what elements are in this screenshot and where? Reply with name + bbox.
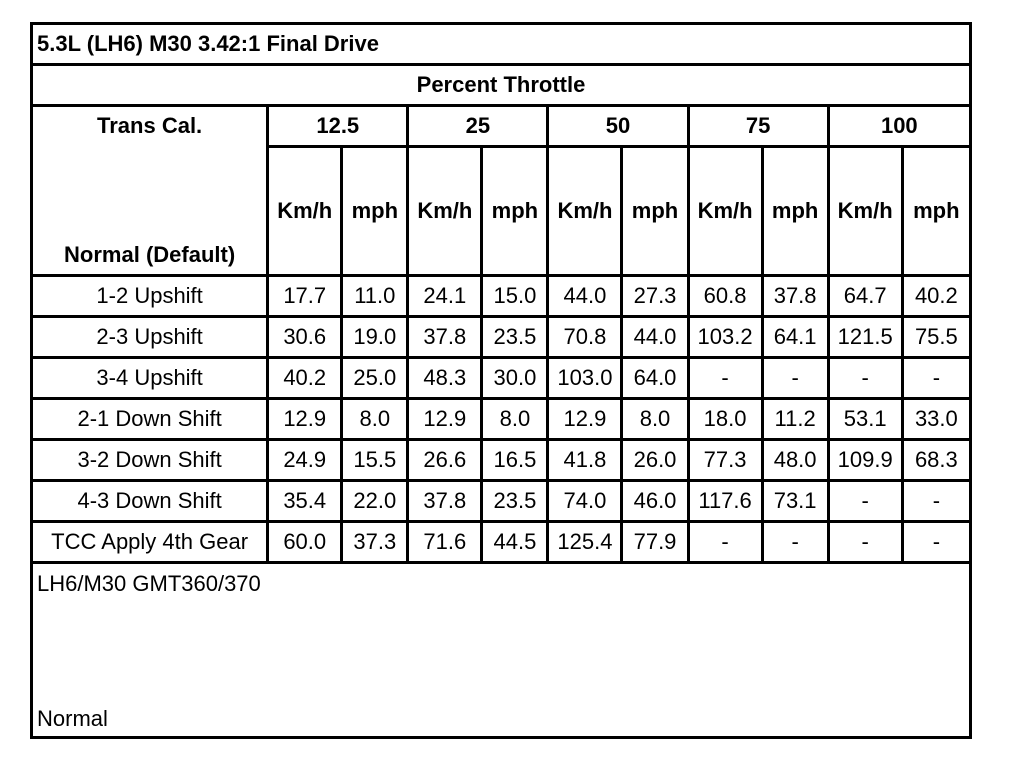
unit-header: Km/h — [688, 147, 762, 276]
table-cell: - — [762, 358, 828, 399]
table-row — [32, 440, 971, 481]
table-row — [32, 399, 971, 440]
table-cell: 64.1 — [762, 317, 828, 358]
table-cell: 23.5 — [482, 481, 548, 522]
table-row — [32, 481, 971, 522]
unit-header: Km/h — [268, 147, 342, 276]
table-cell: 17.7 — [268, 276, 342, 317]
unit-header: mph — [342, 147, 408, 276]
table-cell: 37.3 — [342, 522, 408, 563]
table-row — [32, 358, 971, 399]
unit-header: Km/h — [408, 147, 482, 276]
trans-cal-header — [32, 106, 268, 276]
table-cell: 48.0 — [762, 440, 828, 481]
calibration-name: Normal (Default) — [64, 242, 236, 267]
table-cell: - — [902, 481, 970, 522]
table-cell: 41.8 — [548, 440, 622, 481]
footer-model: LH6/M30 GMT360/370 — [37, 571, 261, 596]
table-row — [32, 522, 971, 563]
throttle-level-header: 12.5 — [268, 106, 408, 147]
table-cell: 15.0 — [482, 276, 548, 317]
throttle-level-header: 100 — [828, 106, 970, 147]
table-cell: 11.2 — [762, 399, 828, 440]
table-cell: - — [902, 522, 970, 563]
table-cell: 44.0 — [548, 276, 622, 317]
table-cell: - — [828, 522, 902, 563]
table-cell: 64.0 — [622, 358, 688, 399]
percent-throttle-header: Percent Throttle — [32, 65, 971, 106]
title-row — [32, 24, 971, 65]
throttle-header-row — [32, 65, 971, 106]
table-cell: 37.8 — [408, 317, 482, 358]
table-cell: 30.6 — [268, 317, 342, 358]
table-cell: 48.3 — [408, 358, 482, 399]
trans-cal-label: Trans Cal. — [97, 113, 203, 138]
footer-cell — [32, 563, 971, 738]
table-cell: 12.9 — [548, 399, 622, 440]
table-cell: 33.0 — [902, 399, 970, 440]
table-cell: 8.0 — [622, 399, 688, 440]
unit-header: Km/h — [548, 147, 622, 276]
table-cell: 40.2 — [268, 358, 342, 399]
table-row — [32, 276, 971, 317]
throttle-level-header: 50 — [548, 106, 688, 147]
table-cell: 44.5 — [482, 522, 548, 563]
table-title: 5.3L (LH6) M30 3.42:1 Final Drive — [32, 24, 971, 65]
table-cell: 24.9 — [268, 440, 342, 481]
table-cell: 30.0 — [482, 358, 548, 399]
table-cell: 12.9 — [408, 399, 482, 440]
table-cell: 26.6 — [408, 440, 482, 481]
table-cell: 35.4 — [268, 481, 342, 522]
unit-header: mph — [622, 147, 688, 276]
table-cell: 117.6 — [688, 481, 762, 522]
table-cell: 19.0 — [342, 317, 408, 358]
unit-header: Km/h — [828, 147, 902, 276]
table-cell: 75.5 — [902, 317, 970, 358]
table-cell: 12.9 — [268, 399, 342, 440]
table-cell: - — [688, 358, 762, 399]
table-cell: 24.1 — [408, 276, 482, 317]
unit-header: mph — [482, 147, 548, 276]
table-cell: 70.8 — [548, 317, 622, 358]
table-cell: 53.1 — [828, 399, 902, 440]
table-cell: 77.9 — [622, 522, 688, 563]
row-label: TCC Apply 4th Gear — [32, 522, 268, 563]
row-label: 2-3 Upshift — [32, 317, 268, 358]
table-cell: 74.0 — [548, 481, 622, 522]
table-cell: 8.0 — [482, 399, 548, 440]
table-cell: 60.0 — [268, 522, 342, 563]
table-cell: 27.3 — [622, 276, 688, 317]
table-cell: 18.0 — [688, 399, 762, 440]
table-row — [32, 317, 971, 358]
shift-speed-table — [30, 22, 972, 739]
table-cell: 64.7 — [828, 276, 902, 317]
table-cell: - — [688, 522, 762, 563]
table-cell: 15.5 — [342, 440, 408, 481]
table-cell: 103.0 — [548, 358, 622, 399]
table-cell: 37.8 — [408, 481, 482, 522]
table-cell: 44.0 — [622, 317, 688, 358]
table-cell: 60.8 — [688, 276, 762, 317]
table-cell: 40.2 — [902, 276, 970, 317]
row-label: 3-4 Upshift — [32, 358, 268, 399]
table-cell: - — [828, 481, 902, 522]
table-cell: 26.0 — [622, 440, 688, 481]
table-cell: 73.1 — [762, 481, 828, 522]
table-cell: 125.4 — [548, 522, 622, 563]
table-cell: - — [762, 522, 828, 563]
table-cell: 121.5 — [828, 317, 902, 358]
table-cell: 23.5 — [482, 317, 548, 358]
table-cell: 71.6 — [408, 522, 482, 563]
table-cell: 103.2 — [688, 317, 762, 358]
unit-header: mph — [762, 147, 828, 276]
table-cell: - — [902, 358, 970, 399]
table-cell: 25.0 — [342, 358, 408, 399]
table-cell: 11.0 — [342, 276, 408, 317]
table-cell: 16.5 — [482, 440, 548, 481]
table-cell: 77.3 — [688, 440, 762, 481]
row-label: 3-2 Down Shift — [32, 440, 268, 481]
unit-header: mph — [902, 147, 970, 276]
table-cell: 37.8 — [762, 276, 828, 317]
row-label: 2-1 Down Shift — [32, 399, 268, 440]
table-cell: 46.0 — [622, 481, 688, 522]
footer-mode: Normal — [37, 706, 108, 731]
throttle-level-header: 25 — [408, 106, 548, 147]
table-cell: 8.0 — [342, 399, 408, 440]
data-rows — [32, 276, 971, 563]
table-cell: 22.0 — [342, 481, 408, 522]
throttle-levels-row — [32, 106, 971, 147]
table-cell: - — [828, 358, 902, 399]
footer-row — [32, 563, 971, 738]
row-label: 1-2 Upshift — [32, 276, 268, 317]
table-cell: 109.9 — [828, 440, 902, 481]
table-cell: 68.3 — [902, 440, 970, 481]
throttle-level-header: 75 — [688, 106, 828, 147]
row-label: 4-3 Down Shift — [32, 481, 268, 522]
